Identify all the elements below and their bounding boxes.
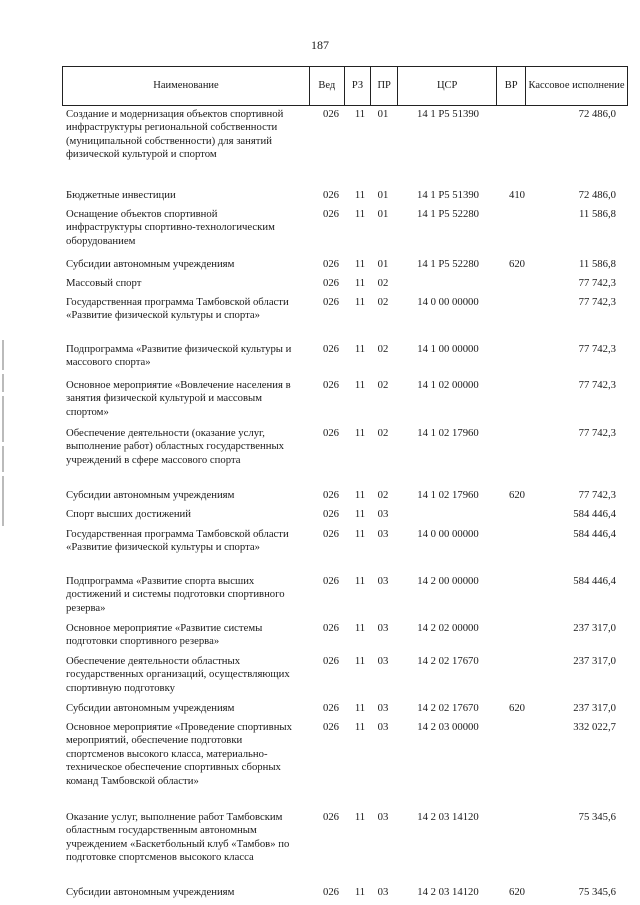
header-name: Наименование (63, 67, 310, 106)
row-rz: 11 (354, 811, 366, 823)
row-name: Оказание услуг, выполнение работ Тамбовским областным государственным автономным учреждением «Баскетбольный клуб «Тамбов» по подготовке спортсменов высокого класса (66, 811, 290, 864)
row-pr: 01 (377, 258, 389, 270)
row-csr: 14 1 P5 52280 (416, 258, 480, 270)
header-sum: Кассовое исполнение (526, 67, 628, 106)
table-row (0, 721, 640, 808)
row-pr: 01 (377, 208, 389, 220)
row-sum: 77 742,3 (578, 296, 616, 308)
row-name: Подпрограмма «Развитие физической культуры и массового спорта» (66, 343, 292, 369)
row-ved: 026 (322, 277, 340, 289)
row-pr: 03 (377, 508, 389, 520)
row-ved: 026 (322, 575, 340, 587)
row-sum: 237 317,0 (573, 622, 616, 634)
row-ved: 026 (322, 296, 340, 308)
row-vr: 620 (508, 702, 526, 714)
page-number: 187 (311, 38, 329, 52)
row-ved: 026 (322, 886, 340, 898)
row-rz: 11 (354, 258, 366, 270)
row-rz: 11 (354, 721, 366, 733)
row-rz: 11 (354, 575, 366, 587)
row-csr: 14 1 P5 51390 (416, 189, 480, 201)
row-name: Основное мероприятие «Проведение спортивных мероприятий, обеспечение подготовки спортсменов высокого класса, материально-техническое обеспечение спортивных сборных команд Тамбовской области» (66, 721, 292, 787)
row-name: Обеспечение деятельности областных государственных организаций, осуществляющих спортивную подготовку (66, 655, 290, 694)
table-row (0, 343, 640, 375)
row-csr: 14 2 00 00000 (417, 575, 479, 587)
row-sum: 75 345,6 (578, 886, 616, 898)
row-csr: 14 1 02 17960 (417, 427, 479, 439)
row-ved: 026 (322, 811, 340, 823)
row-name: Массовый спорт (66, 277, 142, 289)
row-name: Государственная программа Тамбовской области «Развитие физической культуры и спорта» (66, 528, 289, 554)
row-rz: 11 (354, 277, 366, 289)
row-csr: 14 1 P5 51390 (416, 108, 480, 120)
row-ved: 026 (322, 702, 340, 714)
row-pr: 03 (377, 886, 389, 898)
table-row (0, 622, 640, 652)
table-row (0, 277, 640, 293)
row-csr: 14 1 00 00000 (417, 343, 479, 355)
row-rz: 11 (354, 508, 366, 520)
row-csr: 14 1 P5 52280 (416, 208, 480, 220)
row-ved: 026 (322, 108, 340, 120)
table-row (0, 427, 640, 486)
row-rz: 11 (354, 427, 366, 439)
row-name: Государственная программа Тамбовской области «Развитие физической культуры и спорта» (66, 296, 289, 322)
table-row (0, 379, 640, 423)
row-rz: 11 (354, 208, 366, 220)
header-rz: РЗ (344, 67, 371, 106)
row-sum: 77 742,3 (578, 277, 616, 289)
row-sum: 72 486,0 (578, 189, 616, 201)
row-csr: 14 2 03 00000 (417, 721, 479, 733)
table-header (62, 66, 628, 106)
row-csr: 14 1 02 00000 (417, 379, 479, 391)
header-csr: ЦСР (398, 67, 497, 106)
row-csr: 14 2 03 14120 (417, 886, 479, 898)
row-ved: 026 (322, 427, 340, 439)
row-sum: 77 742,3 (578, 489, 616, 501)
row-pr: 01 (377, 189, 389, 201)
row-vr: 620 (508, 258, 526, 270)
row-pr: 03 (377, 655, 389, 667)
row-name: Субсидии автономным учреждениям (66, 258, 235, 270)
row-rz: 11 (354, 189, 366, 201)
row-name: Бюджетные инвестиции (66, 189, 176, 201)
table-row (0, 258, 640, 274)
row-sum: 77 742,3 (578, 427, 616, 439)
row-ved: 026 (322, 189, 340, 201)
row-name: Субсидии автономным учреждениям (66, 489, 235, 501)
row-vr: 410 (508, 189, 526, 201)
table-row (0, 811, 640, 883)
row-sum: 584 446,4 (573, 508, 616, 520)
row-ved: 026 (322, 508, 340, 520)
row-sum: 77 742,3 (578, 343, 616, 355)
row-ved: 026 (322, 489, 340, 501)
header-vr: ВР (497, 67, 526, 106)
row-csr: 14 0 00 00000 (417, 528, 479, 540)
row-name: Оснащение объектов спортивной инфраструктуры спортивно-технологическим оборудованием (66, 208, 275, 247)
row-sum: 75 345,6 (578, 811, 616, 823)
row-pr: 03 (377, 575, 389, 587)
row-pr: 02 (377, 489, 389, 501)
row-csr: 14 2 03 14120 (417, 811, 479, 823)
row-csr: 14 0 00 00000 (417, 296, 479, 308)
table-row (0, 655, 640, 699)
row-pr: 03 (377, 702, 389, 714)
row-pr: 02 (377, 277, 389, 289)
row-sum: 237 317,0 (573, 702, 616, 714)
row-ved: 026 (322, 208, 340, 220)
table-body (0, 108, 640, 902)
row-rz: 11 (354, 886, 366, 898)
row-rz: 11 (354, 622, 366, 634)
row-name: Основное мероприятие «Вовлечение населения в занятия физической культурой и массовым спортом» (66, 379, 291, 418)
header-ved: Вед (310, 67, 345, 106)
row-pr: 01 (377, 108, 389, 120)
row-csr: 14 2 02 17670 (417, 702, 479, 714)
row-csr: 14 2 02 00000 (417, 622, 479, 634)
row-name: Субсидии автономным учреждениям (66, 886, 235, 898)
row-vr: 620 (508, 886, 526, 898)
row-csr: 14 2 02 17670 (417, 655, 479, 667)
row-pr: 02 (377, 427, 389, 439)
row-sum: 77 742,3 (578, 379, 616, 391)
table-row (0, 208, 640, 254)
row-vr: 620 (508, 489, 526, 501)
table-row (0, 702, 640, 718)
header-pr: ПР (371, 67, 398, 106)
row-rz: 11 (354, 379, 366, 391)
row-rz: 11 (354, 655, 366, 667)
row-name: Подпрограмма «Развитие спорта высших достижений и системы подготовки спортивного резерва» (66, 575, 285, 614)
row-ved: 026 (322, 258, 340, 270)
row-pr: 02 (377, 343, 389, 355)
row-rz: 11 (354, 528, 366, 540)
row-sum: 584 446,4 (573, 528, 616, 540)
row-pr: 03 (377, 528, 389, 540)
table-row (0, 508, 640, 524)
table-row (0, 575, 640, 619)
row-pr: 03 (377, 622, 389, 634)
table-row (0, 886, 640, 902)
row-rz: 11 (354, 343, 366, 355)
table-row (0, 528, 640, 572)
row-sum: 332 022,7 (573, 721, 616, 733)
row-sum: 72 486,0 (578, 108, 616, 120)
row-sum: 11 586,8 (578, 258, 616, 270)
row-name: Обеспечение деятельности (оказание услуг, выполнение работ) областных государственных учреждений в сфере массового спорта (66, 427, 284, 466)
table-row (0, 189, 640, 205)
row-sum: 237 317,0 (573, 655, 616, 667)
table-row (0, 108, 640, 186)
row-pr: 02 (377, 296, 389, 308)
row-rz: 11 (354, 108, 366, 120)
row-pr: 03 (377, 811, 389, 823)
table-row (0, 296, 640, 340)
row-ved: 026 (322, 721, 340, 733)
row-pr: 03 (377, 721, 389, 733)
row-ved: 026 (322, 343, 340, 355)
row-name: Создание и модернизация объектов спортивной инфраструктуры региональной собственности (муниципальной собственности) для занятий физической культурой и спортом (66, 108, 284, 161)
table-row (0, 489, 640, 505)
row-ved: 026 (322, 622, 340, 634)
row-rz: 11 (354, 489, 366, 501)
row-rz: 11 (354, 296, 366, 308)
row-sum: 584 446,4 (573, 575, 616, 587)
row-ved: 026 (322, 528, 340, 540)
row-rz: 11 (354, 702, 366, 714)
row-csr: 14 1 02 17960 (417, 489, 479, 501)
row-sum: 11 586,8 (578, 208, 616, 220)
row-pr: 02 (377, 379, 389, 391)
row-name: Спорт высших достижений (66, 508, 191, 520)
row-name: Субсидии автономным учреждениям (66, 702, 235, 714)
row-name: Основное мероприятие «Развитие системы подготовки спортивного резерва» (66, 622, 263, 648)
row-ved: 026 (322, 379, 340, 391)
row-ved: 026 (322, 655, 340, 667)
